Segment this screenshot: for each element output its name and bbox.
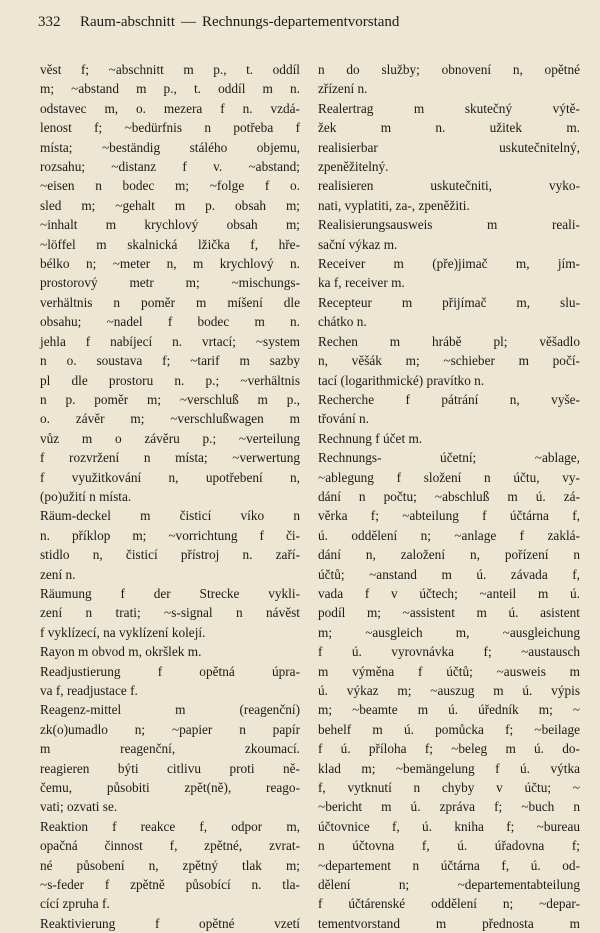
text-line: realisieren uskutečniti, vyko- — [318, 178, 580, 194]
text-line: tací (logarithmické) pravítko n. — [318, 372, 485, 388]
text-line: Reagenz-mittel m (reagenční) — [40, 702, 300, 718]
text-line: f, vytknutí n chyby v účtu; ~ — [318, 780, 580, 796]
text-line: pl dle prostoru n. p.; ~verhältnis — [40, 372, 300, 388]
text-line: ~löffel m skalnická lžička f, hře- — [40, 236, 300, 252]
header-left-term: Raum-abschnitt — [80, 14, 175, 30]
text-line: Realertrag m skutečný výtě- — [318, 100, 580, 116]
text-line: n účtovna f, ú. úřadovna f; — [318, 838, 580, 854]
text-line: Reaktivierung f opětné vzetí — [40, 915, 300, 931]
text-line: va f, readjustace f. — [40, 683, 138, 698]
text-line: Rechen m hrábě pl; věšadlo — [318, 333, 580, 349]
text-line: odstavec m, o. mezera f n. vzdá- — [40, 100, 300, 116]
text-line: Räumung f der Strecke vykli- — [40, 585, 300, 601]
text-line: vada f v účtech; ~anteil m ú. — [318, 585, 580, 601]
text-line: věrka f; ~abteilung f účtárna f, — [318, 508, 580, 524]
text-line: sled m; ~gehalt m p. obsah m; — [40, 197, 300, 213]
text-line: cící zpruha f. — [40, 896, 110, 912]
text-line: Receiver m (pře)jimač m, jím- — [318, 256, 580, 272]
text-line: místa; ~beständig stálého objemu, — [40, 139, 300, 155]
text-line: f účtárenské oddělení n; ~depar- — [318, 896, 580, 912]
text-line: Rechnung f účet m. — [318, 430, 423, 446]
text-line: Realisierungsausweis m reali- — [318, 217, 580, 233]
text-line: n p. poměr m; ~verschluß m p., — [40, 391, 300, 407]
text-line: dání n, založení n, pořízení n — [318, 547, 580, 563]
text-line: ~inhalt m krychlový obsah m; — [40, 217, 300, 233]
text-line: m; ~abstand m p., t. oddíl m n. — [40, 81, 300, 97]
text-line: dělení n; ~departementabteilung — [318, 877, 580, 893]
text-line: zení n. — [40, 566, 76, 582]
text-line: bélko n; ~meter n, m krychlový n. — [40, 256, 300, 272]
text-line: f vyklízecí, na vyklízení kolejí. — [40, 624, 206, 640]
text-line: Reaktion f reakce f, odpor m, — [40, 818, 300, 834]
text-line: reagieren býti citlivu proti ně- — [40, 760, 300, 776]
text-line: jehla f nabíjecí n. vrtací; ~system — [40, 333, 300, 349]
right-column — [318, 60, 580, 931]
text-line: třování n. — [318, 411, 369, 427]
text-line: lenost f; ~bedürfnis n potřeba f — [40, 120, 300, 136]
text-line: sační výkaz m. — [318, 236, 398, 252]
text-line: zení n trati; ~s-signal n návěst — [40, 605, 300, 621]
text-line: n o. soustava f; ~tarif m sazby — [40, 353, 300, 369]
text-line: né působení n, zpětný tlak m; — [40, 857, 300, 873]
text-line: dání n počtu; ~abschluß m ú. zá- — [318, 488, 580, 504]
text-line: f ú. vyrovnávka f; ~austausch — [318, 644, 580, 660]
text-line: opačná činnost f, zpětné, zvrat- — [40, 838, 300, 854]
text-line: n. příklop m; ~vorrichtung f či- — [40, 527, 300, 543]
text-line: Readjustierung f opětná úpra- — [40, 663, 300, 679]
text-line: o. závěr m; ~verschlußwagen m — [40, 411, 300, 427]
text-line: m výměna f účtů; ~ausweis m — [318, 663, 580, 679]
text-line: m; ~ausgleich m, ~ausgleichung — [318, 624, 580, 640]
text-line: vůz m o závěru p.; ~verteilung — [40, 430, 300, 446]
text-line: zřízení n. — [318, 81, 368, 97]
text-line: zk(o)umadlo n; ~papier n papír — [40, 721, 300, 737]
text-line: ~eisen n bodec m; ~folge f o. — [40, 178, 300, 194]
text-line: n, věšák m; ~schieber m počí- — [318, 353, 580, 369]
text-line: účtovnice f, ú. kniha f; ~bureau — [318, 818, 580, 834]
page-number: 332 — [38, 14, 61, 30]
text-line: rozsahu; ~distanz f v. ~abstand; — [40, 159, 300, 175]
text-line: chátko n. — [318, 314, 367, 330]
text-line: ~departement n účtárna f, ú. od- — [318, 857, 580, 873]
text-line: behelf m ú. pomůcka f; ~beilage — [318, 721, 580, 737]
text-line: f ú. příloha f; ~beleg m ú. do- — [318, 741, 580, 757]
text-line: nati, vyplatiti, za-, zpeněžiti. — [318, 197, 470, 213]
text-line: žek m n. užitek m. — [318, 120, 580, 136]
text-line: Recepteur m přijímač m, slu- — [318, 294, 580, 310]
text-line: Räum-deckel m čisticí víko n — [40, 508, 300, 524]
text-line: klad m; ~bemängelung f ú. výtka — [318, 760, 580, 776]
text-line: vati; ozvati se. — [40, 799, 118, 815]
text-line: tementvorstand m přednosta m — [318, 915, 580, 931]
text-line: čemu, působiti zpět(ně), reago- — [40, 780, 300, 796]
text-line: verhältnis n poměr m míšení dle — [40, 294, 300, 310]
text-line: f rozvržení n místa; ~verwertung — [40, 450, 300, 466]
text-line: ~s-feder f zpětně působící n. tla- — [40, 877, 300, 893]
text-line: Rechnungs- účetní; ~ablage, — [318, 450, 580, 466]
text-line: prostorový metr m; ~mischungs- — [40, 275, 300, 291]
text-line: podíl m; ~assistent m ú. asistent — [318, 605, 580, 621]
text-line: Recherche f pátrání n, vyše- — [318, 391, 580, 407]
text-line: ka f, receiver m. — [318, 275, 405, 291]
header-separator: — — [180, 14, 196, 30]
text-line: (po)užití n místa. — [40, 488, 132, 504]
text-line: m; ~beamte m ú. úředník m; ~ — [318, 702, 580, 718]
text-line: n do služby; obnovení n, opětné — [318, 62, 580, 77]
text-line: účtů; ~anstand m ú. závada f, — [318, 566, 580, 582]
text-line: ú. oddělení n; ~anlage f zaklá- — [318, 527, 580, 543]
text-line: ~ablegung f složení n účtu, vy- — [318, 469, 580, 485]
text-line: obsahu; ~nadel f bodec m n. — [40, 314, 300, 330]
text-line: m reagenční, zkoumací. — [40, 741, 300, 757]
text-line: f využitkování n, upotřebení n, — [40, 469, 300, 485]
left-column — [40, 60, 300, 931]
text-line: zpeněžitelný. — [318, 159, 389, 175]
running-header — [38, 14, 568, 38]
text-line: ú. výkaz m; ~auszug m ú. výpis — [318, 683, 580, 698]
text-line: stidlo n, čisticí přístroj n. zaří- — [40, 547, 300, 563]
header-right-term: Rechnungs-departementvorstand — [201, 14, 400, 30]
text-line: realisierbar uskutečnitelný, — [318, 139, 580, 155]
text-line: Rayon m obvod m, okršlek m. — [40, 644, 202, 660]
text-line: ~bericht m ú. zpráva f; ~buch n — [318, 799, 580, 815]
text-line: věst f; ~abschnitt m p., t. oddíl — [40, 62, 300, 77]
